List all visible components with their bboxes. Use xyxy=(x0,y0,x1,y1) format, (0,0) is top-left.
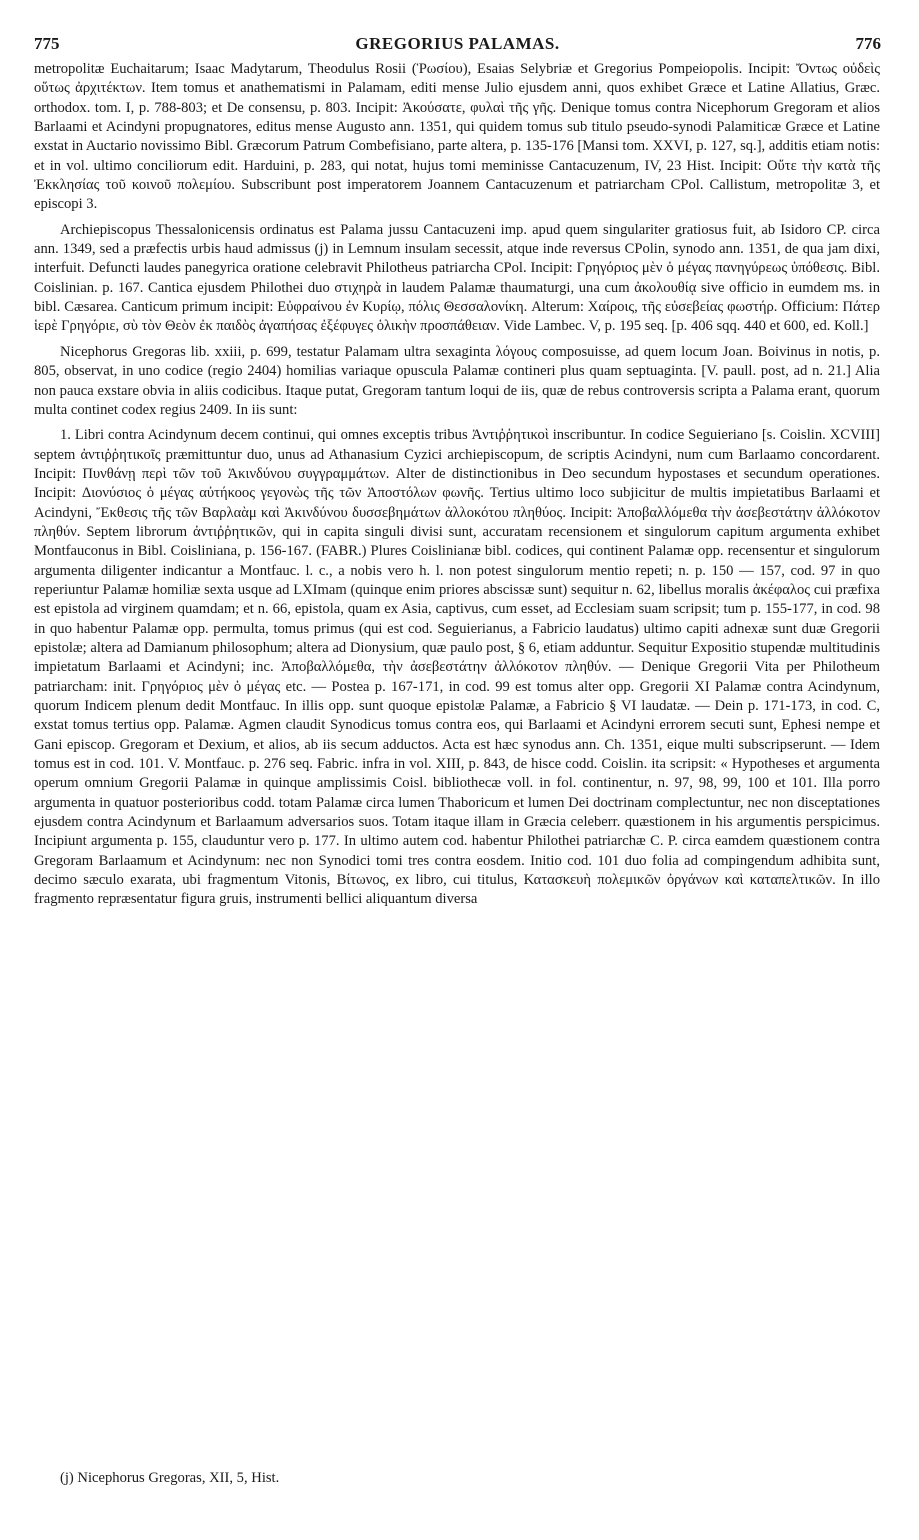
paragraph-4: 1. Libri contra Acindynum decem continui, qui omnes exceptis tribus Ἀντιῤῥητικοὶ inscribuntur. In codice Seguieriano [s. Coislin. XCVIII] septem ἀντιῤῥητικοῖς præmittuntur duo, unus ad Athanasium Cyzici archiepiscopum, de scriptis Acindyni, num cum Barlaamo concordarent. Incipit: Πυνθάνῃ περὶ τῶν τοῦ Ἀκινδύνου συγγραμμάτων. Alter de distinctionibus in Deo secundum hypostases et secundum operationes. Incipit: Διονύσιος ὁ μέγας αὐτήκοος γεγονὼς τῆς τῶν Ἀποστόλων φωνῆς. Tertius ultimo loco subjicitur de multis impietatibus Barlaami et Acindyni, Ἔκθεσις τῆς τῶν Βαρλαὰμ καὶ Ἀκινδύνου δυσσεβημάτων ἀλλοκότου πληθύος. Incipit: Ἀποβαλλόμεθα τὴν ἀσεβεστάτην ἀλλόκοτον πληθύν. Septem librorum ἀντιῤῥητικῶν, qui in capita singuli divisi sunt, accuratam recensionem et singulorum capitum argumenta exhibet Montfauconus in Bibl. Coisliniana, p. 156-167. (FABR.) Plures Coislinianæ bibl. codices, qui continent Palamæ opp. recensentur et singulorum argumenta diligenter indicantur a Montfauc. l. c., a nobis vero h. l. non potest singulorum mentio repeti; n. p. 150 — 157, cod. 97 in quo reperiuntur Palamæ homiliæ sexta usque ad LXImam (quinque enim priores abscissæ sunt) sequitur n. 62, libellus moralis ἀκέφαλος cui præfixa est epistola ad virginem quamdam; et n. 66, epistola, quam ex Asia, captivus, cum esset, ad Ecclesiam suam scripsit; tum p. 155-177, in cod. 98 in quo habentur Palamæ opp. permulta, tomus primus (qui est cod. Seguierianus, a Fabricio laudatus) ultimo capiti adnexæ sunt duæ Gregorii epistolæ; altera ad Damianum philosophum; altera ad Dionysium, quæ paulo post, § 6, etiam adduntur. Sequitur Expositio stupendæ multitudinis impietatum Barlaami et Acindyni; inc. Ἀποβαλλόμεθα, τὴν ἀσεβεστάτην ἀλλόκοτον πληθύν. — Denique Gregorii Vita per Philotheum patriarcham: init. Γρηγόριος μὲν ὁ μέγας etc. — Postea p. 167-171, in cod. 99 est tomus alter opp. Gregorii XI Palamæ contra Acindynum, quorum Indicem plenum dedit Montfauc. In illis opp. sunt quoque epistolæ Palamæ, a Fabricio § VI laudatæ. — Dein p. 171-173, in cod. C, exstat tomus tertius opp. Palamæ. Agmen claudit Synodicus tomus contra eos, qui Barlaami et Acindyni errorem secuti sunt, Ephesi nempe et Gani episcop. Gregoram et Dexium, et alios, ab iis secum adductos. Acta est hæc synodus ann. Ch. 1351, eique multi subscripserunt. — Idem tomus est in cod. 101. V. Montfauc. p. 276 seq. Fabric. infra in vol. XIII, p. 843, de hisce codd. Coislin. ita scripsit: « Hypotheses et argumenta operum omnium Gregorii Palamæ in quinque amplissimis Coisl. bibliothecæ voll. in fol. continentur, n. 97, 98, 99, 100 et 101. Illa porro argumenta in quatuor posterioribus codd. totam Palamæ circa lumen Thaboricum et lumen Dei doctrinam complectuntur, nec non disceptationes ejusdem contra Acindynum et Barlaamum adversarios suos. Totam itaque illam in Græcia celeberr. quæstionem in his argumentis perspicimus. Incipiunt argumenta p. 155, clauduntur vero p. 177. In ultimo autem cod. habentur Philothei patriarchæ C. P. circa eamdem quæstionem contra Gregoram Barlaamum et Acindynum: nec non Synodici tomi tres contra eosdem. Initio cod. 101 duo folia ad compingendum adhibita sunt, decimo sæculo exarata, ubi fragmentum Vitonis, Βίτωνος, ex libro, cui titulus, Κατασκευὴ πολεμικῶν ὀργάνων καὶ καταπελτικῶν. In illo fragmento repræsentatur figura gruis, instrumenti bellici aliquantum diversa xyxy=(34,427,880,908)
body-text xyxy=(34,60,880,916)
paragraph-1: metropolitæ Euchaitarum; Isaac Madytarum, Theodulus Rosii (Ῥωσίου), Esaias Selybriæ et Gregorius Pompeiopolis. Incipit: Ὄντως οὐδεὶς οὕτως ἀρχιτέκτων. Item tomus et anathematismi in Palamam, editi mense Julio ejusdem anni, quos exhibet Græce et Latine Allatius, Græc. orthodox. tom. I, p. 788-803; et De consensu, p. 803. Incipit: Ἀκούσατε, φυλαὶ τῆς γῆς. Denique tomus contra Nicephorum Gregoram et alios Barlaami et Acindyni propugnatores, editus mense Augusto ann. 1351, qui quidem tomus sub titulo pseudo-synodi Palamiticæ Græce et Latine exstat in Auctario novissimo Bibl. Græcorum Patrum Combefisiano, parte altera, p. 135-176 [Mansi tom. XXVI, p. 127, sq.], additis etiam notis: et in vol. ultimo conciliorum edit. Harduini, p. 283, qui notat, hujus tomi meminisse Cantacuzenum, IV, 23 Hist. Incipit: Οὔτε τὴν κατὰ τῆς Ἐκκλησίας τοῦ κοινοῦ πολεμίου. Subscribunt post imperatorem Joannem Cantacuzenum et patriarcham CPol. Callistum, metropolitæ 3, et episcopi 3. xyxy=(34,61,880,213)
running-title: GREGORIUS PALAMAS. xyxy=(355,34,560,53)
paragraph-3: Nicephorus Gregoras lib. xxiii, p. 699, testatur Palamam ultra sexaginta λόγους composuisse, ad quem locum Joan. Boivinus in notis, p. 805, observat, in uno codice (regio 2404) homilias variaque opuscula Palamæ contineri plus quam septuaginta. [V. paull. post, ad n. 21.] Alia non pauca exstare obvia in aliis codicibus. Itaque putat, Gregoram tantum loqui de iis, quæ de rebus controversis scripta a Palama erant, quorum multa continet codex regius 2409. In iis sunt: xyxy=(34,343,880,418)
footnote: (j) Nicephorus Gregoras, XII, 5, Hist. xyxy=(60,1470,280,1486)
page-number-right: 776 xyxy=(855,34,881,53)
running-header xyxy=(34,34,881,58)
paragraph-2: Archiepiscopus Thessalonicensis ordinatus est Palama jussu Cantacuzeni imp. apud quem singulariter gratiosus fuit, ab Isidoro CP. circa ann. 1349, sed a præfectis urbis haud admissus (j) in Lemnum insulam secessit, atque inde reversus CPolin, synodo ann. 1351, de qua jam dixi, interfuit. Defuncti laudes panegyrica oratione celebravit Philotheus patriarcha CPol. Incipit: Γρηγόριος μὲν ὁ μέγας πανηγύρεως ὑπόθεσις. Bibl. Coislinian. p. 167. Cantica ejusdem Philothei duo στιχηρὰ in laudem Palamæ thaumaturgi, una cum ἀκολουθίᾳ sive officio in eumdem ms. in bibl. Cæsarea. Canticum primum incipit: Εὐφραίνου ἐν Κυρίῳ, πόλις Θεσσαλονίκη. Alterum: Χαίροις, τῆς εὐσεβείας φωστήρ. Officium: Πάτερ ἱερὲ Γρηγόριε, σὺ τὸν Θεὸν ἐκ παιδὸς ἀγαπήσας ἐξέφυγες ὁλικὴν προσπάθειαν. Vide Lambec. V, p. 195 seq. [p. 406 sqq. 440 et 600, ed. Koll.] xyxy=(34,221,880,335)
page-number-left: 775 xyxy=(34,34,60,53)
